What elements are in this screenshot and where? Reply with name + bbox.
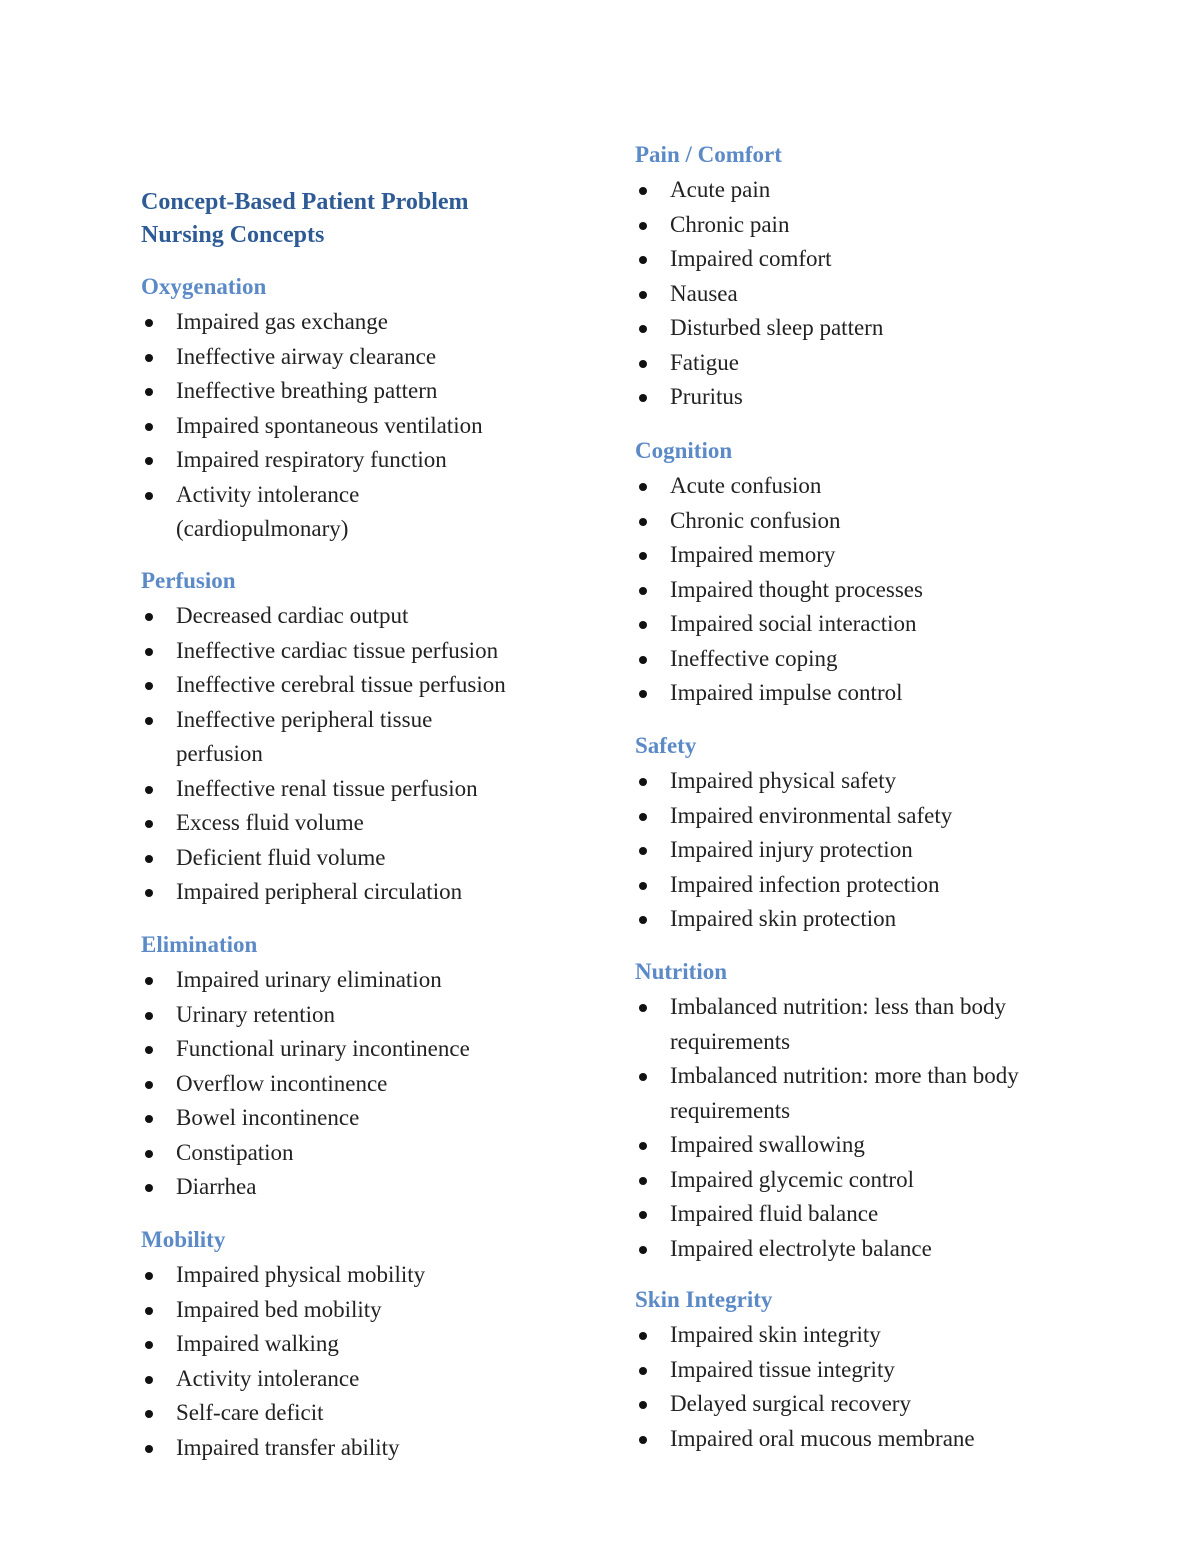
- list-item: Impaired skin integrity: [635, 1318, 1075, 1353]
- concept-list: [141, 963, 591, 1205]
- section-oxygenation: [141, 272, 591, 547]
- list-item: Ineffective coping: [635, 642, 1075, 677]
- list-item: Diarrhea: [141, 1170, 591, 1205]
- list-item: Delayed surgical recovery: [635, 1387, 1075, 1422]
- list-item: Impaired environmental safety: [635, 799, 1075, 834]
- section-skin-integrity: [635, 1285, 1075, 1456]
- list-item: Impaired peripheral circulation: [141, 875, 591, 910]
- concept-list: [141, 599, 591, 910]
- list-item: Impaired physical mobility: [141, 1258, 591, 1293]
- list-item: Imbalanced nutrition: less than body requirements: [635, 990, 1060, 1059]
- section-heading: Skin Integrity: [635, 1287, 773, 1312]
- list-item: Disturbed sleep pattern: [635, 311, 1075, 346]
- list-item: Impaired oral mucous membrane: [635, 1422, 1075, 1457]
- list-item: Chronic confusion: [635, 504, 1075, 539]
- concept-list: [635, 173, 1075, 415]
- list-item: Ineffective cardiac tissue perfusion: [141, 634, 591, 669]
- list-item: Impaired comfort: [635, 242, 1075, 277]
- list-item: Impaired memory: [635, 538, 1075, 573]
- list-item: Excess fluid volume: [141, 806, 591, 841]
- section-heading: Perfusion: [141, 568, 236, 593]
- list-item: Chronic pain: [635, 208, 1075, 243]
- list-item: Impaired skin protection: [635, 902, 1075, 937]
- title-line-1: Concept-Based Patient Problem: [141, 189, 469, 215]
- section-elimination: [141, 930, 591, 1205]
- title-line-2: Nursing Concepts: [141, 222, 325, 248]
- section-heading: Pain / Comfort: [635, 142, 782, 167]
- list-item: Bowel incontinence: [141, 1101, 591, 1136]
- list-item: Impaired fluid balance: [635, 1197, 1075, 1232]
- list-item: Activity intolerance (cardiopulmonary): [141, 478, 436, 547]
- section-heading: Safety: [635, 733, 697, 758]
- section-pain-comfort: [635, 140, 1075, 415]
- list-item: Impaired gas exchange: [141, 305, 591, 340]
- section-perfusion: [141, 566, 591, 910]
- list-item: Impaired electrolyte balance: [635, 1232, 1075, 1267]
- list-item: Impaired injury protection: [635, 833, 1075, 868]
- list-item: Constipation: [141, 1136, 591, 1171]
- section-heading: Cognition: [635, 438, 733, 463]
- list-item: Impaired urinary elimination: [141, 963, 591, 998]
- section-safety: [635, 731, 1075, 937]
- concept-list: [635, 764, 1075, 937]
- section-heading: Elimination: [141, 932, 258, 957]
- list-item: Decreased cardiac output: [141, 599, 591, 634]
- list-item: Ineffective breathing pattern: [141, 374, 591, 409]
- section-heading: Oxygenation: [141, 274, 267, 299]
- concept-list: [635, 990, 1075, 1266]
- list-item: Impaired infection protection: [635, 868, 1075, 903]
- list-item: Impaired social interaction: [635, 607, 1075, 642]
- list-item: Nausea: [635, 277, 1075, 312]
- section-heading: Nutrition: [635, 959, 727, 984]
- concept-list: [141, 1258, 591, 1465]
- document-title: [141, 186, 469, 252]
- section-cognition: [635, 436, 1075, 711]
- list-item: Functional urinary incontinence: [141, 1032, 591, 1067]
- list-item: Ineffective renal tissue perfusion: [141, 772, 591, 807]
- list-item: Imbalanced nutrition: more than body requirements: [635, 1059, 1040, 1128]
- list-item: Impaired impulse control: [635, 676, 1075, 711]
- list-item: Impaired glycemic control: [635, 1163, 1075, 1198]
- list-item: Deficient fluid volume: [141, 841, 591, 876]
- list-item: Impaired thought processes: [635, 573, 1075, 608]
- list-item: Ineffective peripheral tissue perfusion: [141, 703, 511, 772]
- list-item: Activity intolerance: [141, 1362, 591, 1397]
- list-item: Acute pain: [635, 173, 1075, 208]
- concept-list: [635, 469, 1075, 711]
- list-item: Fatigue: [635, 346, 1075, 381]
- list-item: Impaired tissue integrity: [635, 1353, 1075, 1388]
- list-item: Impaired physical safety: [635, 764, 1075, 799]
- list-item: Impaired spontaneous ventilation: [141, 409, 591, 444]
- list-item: Ineffective cerebral tissue perfusion: [141, 668, 591, 703]
- list-item: Overflow incontinence: [141, 1067, 591, 1102]
- list-item: Ineffective airway clearance: [141, 340, 591, 375]
- list-item: Impaired walking: [141, 1327, 591, 1362]
- section-nutrition: [635, 957, 1075, 1266]
- list-item: Urinary retention: [141, 998, 591, 1033]
- concept-list: [635, 1318, 1075, 1456]
- list-item: Impaired transfer ability: [141, 1431, 591, 1466]
- list-item: Pruritus: [635, 380, 1075, 415]
- list-item: Impaired respiratory function: [141, 443, 591, 478]
- list-item: Acute confusion: [635, 469, 1075, 504]
- section-mobility: [141, 1225, 591, 1465]
- list-item: Self-care deficit: [141, 1396, 591, 1431]
- concept-list: [141, 305, 591, 547]
- list-item: Impaired swallowing: [635, 1128, 1075, 1163]
- section-heading: Mobility: [141, 1227, 226, 1252]
- list-item: Impaired bed mobility: [141, 1293, 591, 1328]
